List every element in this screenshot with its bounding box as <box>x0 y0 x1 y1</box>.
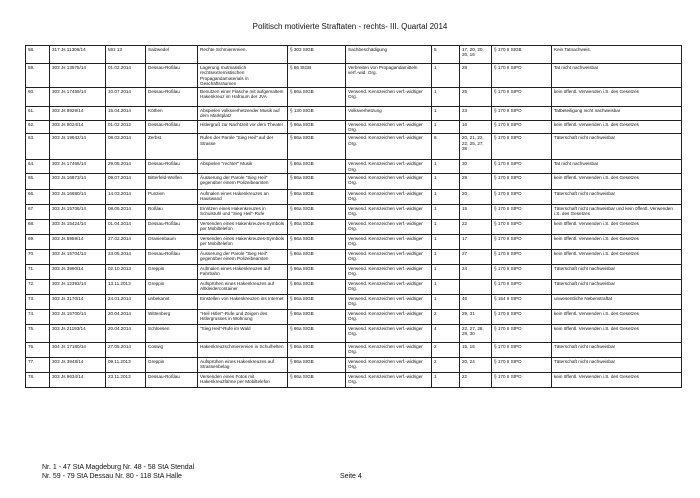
cell-ort: Dessau-Roßlau <box>146 372 198 387</box>
cell-anzahl: 1 <box>432 234 460 249</box>
cell-delikt: Verwend. Kennzeichen verf.-widriger Org. <box>346 219 432 234</box>
cell-nr: 58. <box>26 46 50 64</box>
cell-ort: Dessau-Roßlau <box>146 120 198 134</box>
cell-delikt: Volksverhetzung <box>346 107 432 121</box>
cell-norm: § 86a StGB <box>288 173 346 189</box>
cell-datum: 02.10.2013 <box>106 264 146 279</box>
table-row <box>26 372 682 387</box>
cell-ort: Dessau-Roßlau <box>146 249 198 264</box>
cell-alter: 15, 16 <box>460 342 492 357</box>
cell-anzahl: 2 <box>432 342 460 357</box>
cell-ort: Bitterfeld-Wolfen <box>146 173 198 189</box>
cell-alter: 27 <box>460 249 492 264</box>
cell-erledigung: § 170 II StPO <box>492 107 552 121</box>
cell-erledigung: § 170 II StPO <box>492 324 552 342</box>
cell-erledigung: § 170 II StPO <box>492 342 552 357</box>
cell-bemerkung: kein öffentl. Verwenden i.S. des Gesetzes <box>552 249 682 264</box>
cell-anzahl: 1 <box>432 294 460 309</box>
cell-ort: Dessau-Roßlau <box>146 64 198 88</box>
footer-legend <box>42 463 194 481</box>
cell-alter: 22 <box>460 219 492 234</box>
cell-alter: 46 <box>460 294 492 309</box>
cell-nr: 73. <box>26 294 50 309</box>
cell-aktenzeichen: 303 Js 5959/14 <box>50 234 106 249</box>
cell-nr: 78. <box>26 372 50 387</box>
cell-sachverhalt: Benutzen einer Flasche mit aufgemaltem Hakenkreuz im Hafraum der JVA <box>198 88 288 107</box>
cell-norm: § 86 StGB <box>288 64 346 88</box>
cell-nr: 64. <box>26 160 50 174</box>
cell-nr: 60. <box>26 88 50 107</box>
cell-datum: 08.05.2014 <box>106 204 146 219</box>
cell-anzahl: 1 <box>432 249 460 264</box>
cell-bemerkung: Täterschaft nicht nachweisbar <box>552 134 682 160</box>
cell-anzahl: 6 <box>432 134 460 160</box>
cell-aktenzeichen: 303 Js 21193/14 <box>50 324 106 342</box>
cell-sachverhalt: Einstellen von Hakenkreuzen ins Internet <box>198 294 288 309</box>
cell-aktenzeichen: 303 Js 3948/14 <box>50 357 106 372</box>
cell-anzahl: 1 <box>432 160 460 174</box>
cell-ort: Salzwedel <box>146 46 198 64</box>
cell-sachverhalt: Abspielen volksverhetzender Musik auf dem Marktplatz <box>198 107 288 121</box>
cell-anzahl: 2 <box>432 357 460 372</box>
page-title: Politisch motivierte Straftaten - rechts- III. Quartal 2014 <box>252 22 448 31</box>
cell-ort: Dessau-Roßlau <box>146 219 198 234</box>
cell-aktenzeichen: 303 Js 19642/14 <box>50 134 106 160</box>
cell-datum: 13.11.2013 <box>106 279 146 294</box>
table-row <box>26 249 682 264</box>
cell-delikt: Verwend. Kennzeichen verf.-widriger Org. <box>346 342 432 357</box>
table-row <box>26 324 682 342</box>
table-row <box>26 204 682 219</box>
cell-bemerkung: kein öffentl. Verwenden i.S. des Gesetzes <box>552 234 682 249</box>
cell-norm: § 86a StGB <box>288 279 346 294</box>
cell-datum: 24.01.2014 <box>106 294 146 309</box>
cell-erledigung: § 170 II StPO <box>492 88 552 107</box>
cell-nr: 63. <box>26 134 50 160</box>
cell-erledigung: § 170 II StPO <box>492 189 552 204</box>
cell-delikt: Verwend. Kennzeichen verf.-widriger Org. <box>346 234 432 249</box>
cell-ort: Oranienbaum <box>146 234 198 249</box>
cell-alter <box>460 279 492 294</box>
table-row <box>26 160 682 174</box>
cell-bemerkung: unwesentliche Nebenstraftat <box>552 294 682 309</box>
cell-bemerkung: Täterschaft nicht nachweisbar <box>552 264 682 279</box>
cell-delikt: Verwend. Kennzeichen verf.-widriger Org. <box>346 264 432 279</box>
cell-alter: 29, 31 <box>460 309 492 324</box>
cell-erledigung: § 170 II StPO <box>492 134 552 160</box>
cell-nr: 72. <box>26 279 50 294</box>
footer-line-1: Nr. 1 - 47 StA Magdeburg Nr. 48 - 58 StA Stendal <box>42 464 195 471</box>
cell-delikt: Verbreiten von Propagandamitteln verf.-wid. Org. <box>346 64 432 88</box>
cell-anzahl: 1 <box>432 204 460 219</box>
cell-alter: 15 <box>460 204 492 219</box>
cell-alter: 28 <box>460 64 492 88</box>
cell-datum: 27.05.2014 <box>106 342 146 357</box>
cell-aktenzeichen: 304 Js 17180/14 <box>50 342 106 357</box>
cell-sachverhalt: Rufen der Parole "Sieg Heil" auf der Strasse <box>198 134 288 160</box>
cell-aktenzeichen: 303 Js 3990/14 <box>50 264 106 279</box>
cell-datum: 01.02.2012 <box>106 120 146 134</box>
cell-datum: 20.04.2014 <box>106 309 146 324</box>
cell-erledigung: § 170 II StPO <box>492 309 552 324</box>
cell-aktenzeichen: 303 Js 16680/14 <box>50 189 106 204</box>
cell-datum: 20.04.2014 <box>106 324 146 342</box>
cell-sachverhalt: Versenden eines Fotos mit Hakenkreuzfahne per Mobiltelefon <box>198 372 288 387</box>
cell-alter: 23 <box>460 107 492 121</box>
cell-datum: 27.02.2014 <box>106 234 146 249</box>
cell-sachverhalt: Abspielen "rechter" Musik <box>198 160 288 174</box>
cell-norm: § 86a StGB <box>288 294 346 309</box>
cell-sachverhalt: Äusserung der Parole "Sieg Heil" gegenüber einem Polizeibeamten <box>198 249 288 264</box>
cell-nr: 59. <box>26 64 50 88</box>
table-row <box>26 189 682 204</box>
cell-bemerkung: kein öffentl. Verwenden i.S. des Gesetzes <box>552 120 682 134</box>
cell-anzahl: 1 <box>432 279 460 294</box>
cell-alter: 30 <box>460 160 492 174</box>
cell-aktenzeichen: 303 Js 9024/14 <box>50 120 106 134</box>
cell-norm: § 303 StGB <box>288 46 346 64</box>
cell-alter: 22, 27, 28, 29, 30 <box>460 324 492 342</box>
cell-norm: § 86a StGB <box>288 189 346 204</box>
cell-datum: 10.07.2014 <box>106 88 146 107</box>
cell-norm: § 86a StGB <box>288 234 346 249</box>
cell-sachverhalt: Hakenkreuzschmierereien in Schulhelten <box>198 342 288 357</box>
cell-anzahl: 4 <box>432 324 460 342</box>
cell-datum: 01.04.2014 <box>106 219 146 234</box>
cell-datum: Mrz 13 <box>106 46 146 64</box>
cell-erledigung: § 170 II StPO <box>492 264 552 279</box>
cell-delikt: Verwend. Kennzeichen verf.-widriger Org. <box>346 160 432 174</box>
cell-delikt: Verwend. Kennzeichen verf.-widriger Org. <box>346 249 432 264</box>
cell-datum: 09.07.2014 <box>106 173 146 189</box>
cell-alter: 24 <box>460 264 492 279</box>
cell-nr: 61. <box>26 107 50 121</box>
cell-anzahl: 1 <box>432 107 460 121</box>
cell-bemerkung: Täterschaft nicht nachweisbar <box>552 279 682 294</box>
cell-erledigung: § 170 II StGB <box>492 46 552 64</box>
cell-nr: 76. <box>26 342 50 357</box>
cell-aktenzeichen: 303 Js 12393/14 <box>50 279 106 294</box>
table-row <box>26 134 682 160</box>
cell-erledigung: § 170 II StPO <box>492 372 552 387</box>
cell-erledigung: § 170 II StPO <box>492 204 552 219</box>
cell-ort: Greppin <box>146 357 198 372</box>
cell-nr: 68. <box>26 219 50 234</box>
cell-alter: 25 <box>460 88 492 107</box>
cell-nr: 66. <box>26 189 50 204</box>
cell-alter: 17 <box>460 234 492 249</box>
cell-nr: 74. <box>26 309 50 324</box>
cell-aktenzeichen: 303 Js 3170/14 <box>50 294 106 309</box>
cell-aktenzeichen: 303 Js 8929/14 <box>50 107 106 121</box>
cell-delikt: Verwend. Kennzeichen verf.-widriger Org. <box>346 309 432 324</box>
cell-ort: Dessau-Roßlau <box>146 88 198 107</box>
cell-erledigung: § 170 II StPO <box>492 234 552 249</box>
cell-sachverhalt: Rechte Schmierereien. <box>198 46 288 64</box>
cell-erledigung: § 170 II StPO <box>492 173 552 189</box>
table-row <box>26 279 682 294</box>
cell-anzahl: 1 <box>432 173 460 189</box>
cell-sachverhalt: Lagerung mutmasslich rechtsextremistischen Propagandamaterials in Geschäftsräumen <box>198 64 288 88</box>
cell-bemerkung: Täterschaft nicht nachweisbar und kein öffentl. Verwenden i.S. des Gesetzes <box>552 204 682 219</box>
cell-norm: § 86a StGB <box>288 342 346 357</box>
cell-sachverhalt: Aufmalen eines Hakenkreuzes an Hauswand <box>198 189 288 204</box>
cell-bemerkung: Täterschaft nicht nachweisbar <box>552 189 682 204</box>
cell-nr: 67. <box>26 204 50 219</box>
cell-aktenzeichen: 303 Js 15700/14 <box>50 309 106 324</box>
cell-datum: 01.02.2014 <box>106 64 146 88</box>
cell-delikt: Verwend. Kennzeichen verf.-widriger Org. <box>346 120 432 134</box>
table-row <box>26 88 682 107</box>
cell-nr: 70. <box>26 249 50 264</box>
cell-delikt: Verwend. Kennzeichen verf.-widriger Org. <box>346 324 432 342</box>
cell-aktenzeichen: 303 Js 16873/14 <box>50 173 106 189</box>
cell-ort: Dessau-Roßlau <box>146 160 198 174</box>
cell-norm: § 86a StGB <box>288 219 346 234</box>
cell-anzahl: 1 <box>432 189 460 204</box>
cell-norm: § 86a StGB <box>288 134 346 160</box>
cell-delikt: Verwend. Kennzeichen verf.-widriger Org. <box>346 294 432 309</box>
cell-bemerkung: kein öffentl. Verwenden i.S. des Gesetzes <box>552 173 682 189</box>
cell-norm: § 86a StGB <box>288 204 346 219</box>
cell-erledigung: § 170 II StPO <box>492 160 552 174</box>
table-row <box>26 120 682 134</box>
cell-sachverhalt: Hitlergruß zur Nachtzeit vor dem Theater <box>198 120 288 134</box>
table-row <box>26 294 682 309</box>
cell-erledigung: § 170 II StPO <box>492 279 552 294</box>
table-row <box>26 342 682 357</box>
cell-bemerkung: Tat nicht nachweisbar <box>552 160 682 174</box>
cell-aktenzeichen: 303 Js 15424/14 <box>50 219 106 234</box>
table-row <box>26 264 682 279</box>
page-number: Seite 4 <box>340 473 362 480</box>
cell-delikt: Verwend. Kennzeichen verf.-widriger Org. <box>346 357 432 372</box>
cell-alter: 29 <box>460 173 492 189</box>
table-row <box>26 357 682 372</box>
cell-erledigung: § 170 II StPO <box>492 64 552 88</box>
cell-anzahl: 1 <box>432 64 460 88</box>
table-row <box>26 219 682 234</box>
cell-erledigung: § 170 II StPO <box>492 357 552 372</box>
cell-erledigung: § 170 II StPO <box>492 249 552 264</box>
cell-norm: § 86a StGB <box>288 357 346 372</box>
cell-alter: 20 <box>460 189 492 204</box>
cell-anzahl: 1 <box>432 120 460 134</box>
cell-anzahl: 5 <box>432 46 460 64</box>
cell-bemerkung: Täterschaft nicht nachweisbar <box>552 357 682 372</box>
cell-datum: 09.11.2013 <box>106 357 146 372</box>
cell-sachverhalt: Äusserung der Parole "Sieg Heil" gegenüber einem Polizeibeamten <box>198 173 288 189</box>
cell-bemerkung: kein öffentl. Verwenden i.S. des Gesetzes <box>552 309 682 324</box>
cell-ort: Schloesen <box>146 324 198 342</box>
cell-ort: Köthen <box>146 107 198 121</box>
cell-bemerkung: Tat nicht nachweisbar <box>552 64 682 88</box>
cell-aktenzeichen: 303 Js 9634/14 <box>50 372 106 387</box>
cell-nr: 71. <box>26 264 50 279</box>
cell-erledigung: § 154 II StPO <box>492 294 552 309</box>
cell-aktenzeichen: 303 Js 15704/14 <box>50 249 106 264</box>
cell-ort: unbekannt <box>146 294 198 309</box>
cell-erledigung: § 170 II StPO <box>492 219 552 234</box>
cell-bemerkung: kein öffentl. Verwenden i.S. des Gesetzes <box>552 219 682 234</box>
cell-bemerkung: Tatbeteiligung nicht nachweisbar <box>552 107 682 121</box>
cell-nr: 77. <box>26 357 50 372</box>
cell-alter: 20, 24 <box>460 357 492 372</box>
cell-aktenzeichen: 317 Js 11306/14 <box>50 46 106 64</box>
cell-datum: 23.05.2014 <box>106 249 146 264</box>
cell-alter: 22 <box>460 372 492 387</box>
cell-ort: Roßlau <box>146 204 198 219</box>
cell-erledigung: § 170 II StPO <box>492 120 552 134</box>
cell-sachverhalt: Versenden eines Hakenkreuzes-Symbols per Mobiltelefon <box>198 234 288 249</box>
cell-sachverhalt: Aufsprühen eines Hakenkreuzes auf Strassenbelag <box>198 357 288 372</box>
cell-norm: § 86a StGB <box>288 160 346 174</box>
cell-datum: 14.03.2014 <box>106 189 146 204</box>
cases-table <box>25 45 682 388</box>
cell-delikt: Verwend. Kennzeichen verf.-widriger Org. <box>346 189 432 204</box>
cell-bemerkung: kein öffentl. Verwenden i.S. des Gesetzes <box>552 88 682 107</box>
cell-sachverhalt: Aufmalen eines Hakenkreuzes auf Fahrbahn <box>198 264 288 279</box>
cell-datum: 29.05.2014 <box>106 160 146 174</box>
cell-norm: § 86a StGB <box>288 309 346 324</box>
cell-bemerkung: Kein Tatnachweis. <box>552 46 682 64</box>
cell-datum: 23.11.2013 <box>106 372 146 387</box>
footer-line-2: Nr. 59 - 79 StA Dessau Nr. 80 - 118 StA Halle <box>42 473 182 480</box>
table-row <box>26 234 682 249</box>
cell-delikt: Verwend. Kennzeichen verf.-widriger Org. <box>346 88 432 107</box>
cell-anzahl: 1 <box>432 372 460 387</box>
cell-norm: § 86a StGB <box>288 120 346 134</box>
cell-anzahl: 1 <box>432 264 460 279</box>
table-row <box>26 173 682 189</box>
cell-ort: Coswig <box>146 342 198 357</box>
cell-delikt: Sachbeschädigung <box>346 46 432 64</box>
cell-nr: 65. <box>26 173 50 189</box>
cell-aktenzeichen: 303 Js 15706/14 <box>50 204 106 219</box>
cell-ort: Zerbst <box>146 134 198 160</box>
cell-delikt: Verwend. Kennzeichen verf.-widriger Org. <box>346 134 432 160</box>
cell-sachverhalt: "Heil Hitler"-Rufe und Zeigen des Hitlergrusses in Wohnung <box>198 309 288 324</box>
cell-bemerkung: Täterschaft nicht nachweisbar <box>552 342 682 357</box>
table-row <box>26 64 682 88</box>
cell-datum: 08.03.2014 <box>106 134 146 160</box>
cell-delikt: Verwend. Kennzeichen verf.-widriger Org. <box>346 372 432 387</box>
cell-anzahl: 2 <box>432 309 460 324</box>
cell-ort: Greppin <box>146 264 198 279</box>
cell-delikt: Verwend. Kennzeichen verf.-widriger Org. <box>346 204 432 219</box>
cell-alter: 17, 20, 20, 20, 16 <box>460 46 492 64</box>
cell-nr: 75. <box>26 324 50 342</box>
cell-norm: § 86a StGB <box>288 372 346 387</box>
cell-sachverhalt: Einritzen eines Hakenkreuzes in Schulstuhl und "Sieg Heil"-Rufe <box>198 204 288 219</box>
cell-norm: § 130 StGB <box>288 107 346 121</box>
cell-aktenzeichen: 303 Js 17459/14 <box>50 88 106 107</box>
cell-norm: § 86a StGB <box>288 249 346 264</box>
cell-nr: 69. <box>26 234 50 249</box>
cell-delikt: Verwend. Kennzeichen verf.-widriger Org. <box>346 279 432 294</box>
cell-norm: § 86a StGB <box>288 264 346 279</box>
cell-ort: Greppin <box>146 279 198 294</box>
cell-bemerkung: kein öffentl. Verwenden i.S. des Gesetzes <box>552 324 682 342</box>
cell-sachverhalt: Aufsprühen eines Hakenkreuzes auf Altkleidercontainer <box>198 279 288 294</box>
cell-alter: 16 <box>460 120 492 134</box>
table-row <box>26 107 682 121</box>
table-row <box>26 46 682 64</box>
cell-alter: 20, 21, 22, 22, 25, 27, 38 <box>460 134 492 160</box>
cell-datum: 15.04.2014 <box>106 107 146 121</box>
cell-sachverhalt: Versenden eines Hakenkreuzes-Symbols per Mobiltelefon <box>198 219 288 234</box>
cell-bemerkung: kein öffentl. Verwenden i.S. des Gesetzes <box>552 372 682 387</box>
cell-anzahl: 1 <box>432 219 460 234</box>
cell-sachverhalt: "Sieg Heil"-Rufe im Wald <box>198 324 288 342</box>
cell-ort: Punzien <box>146 189 198 204</box>
cell-norm: § 86a StGB <box>288 88 346 107</box>
table-row <box>26 309 682 324</box>
cell-aktenzeichen: 303 Js 17466/14 <box>50 160 106 174</box>
cell-nr: 62. <box>26 120 50 134</box>
cell-delikt: Verwend. Kennzeichen verf.-widriger Org. <box>346 173 432 189</box>
cell-ort: Wittenberg <box>146 309 198 324</box>
cell-norm: § 86a StGB <box>288 324 346 342</box>
cell-aktenzeichen: 303 Js 13575/14 <box>50 64 106 88</box>
cell-anzahl: 1 <box>432 88 460 107</box>
